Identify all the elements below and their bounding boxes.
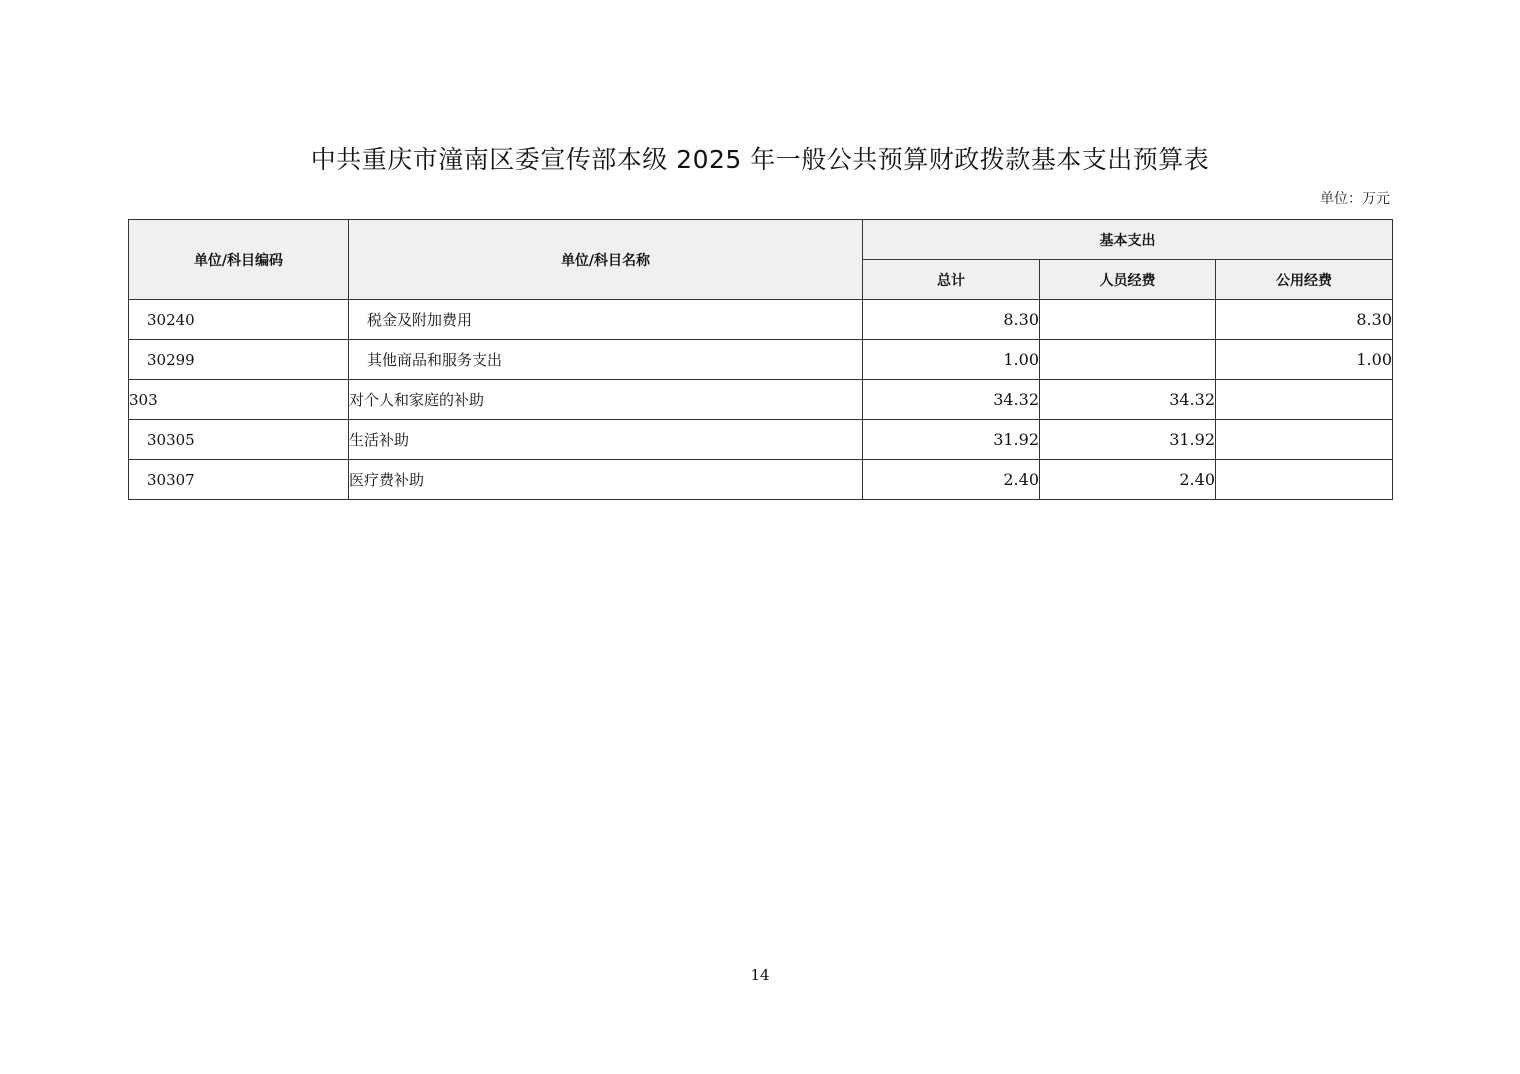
budget-table <box>128 219 1393 500</box>
page-number: 14 <box>750 966 770 984</box>
header-total: 总计 <box>863 260 1040 300</box>
row-personnel: 2.40 <box>1040 460 1216 500</box>
row-code: 30240 <box>129 300 349 340</box>
row-public: 1.00 <box>1216 340 1393 380</box>
row-public <box>1216 460 1393 500</box>
header-name: 单位/科目名称 <box>349 220 863 300</box>
row-name: 医疗费补助 <box>349 460 863 500</box>
header-personnel: 人员经费 <box>1040 260 1216 300</box>
row-total: 1.00 <box>863 340 1040 380</box>
table-header-row <box>129 220 1393 260</box>
table-row <box>129 380 1393 420</box>
table-row <box>129 420 1393 460</box>
header-public: 公用经费 <box>1216 260 1393 300</box>
row-code: 30299 <box>129 340 349 380</box>
table-row <box>129 340 1393 380</box>
header-basic-expenditure: 基本支出 <box>863 220 1393 260</box>
row-name: 税金及附加费用 <box>349 300 863 340</box>
row-personnel: 34.32 <box>1040 380 1216 420</box>
row-public <box>1216 380 1393 420</box>
header-code: 单位/科目编码 <box>129 220 349 300</box>
row-public <box>1216 420 1393 460</box>
unit-label: 单位：万元 <box>1320 191 1390 207</box>
row-code: 30307 <box>129 460 349 500</box>
row-name: 生活补助 <box>349 420 863 460</box>
row-personnel <box>1040 340 1216 380</box>
row-total: 8.30 <box>863 300 1040 340</box>
row-total: 34.32 <box>863 380 1040 420</box>
row-name: 对个人和家庭的补助 <box>349 380 863 420</box>
row-public: 8.30 <box>1216 300 1393 340</box>
row-code: 303 <box>129 380 349 420</box>
row-code: 30305 <box>129 420 349 460</box>
table-row <box>129 300 1393 340</box>
row-name: 其他商品和服务支出 <box>349 340 863 380</box>
row-personnel <box>1040 300 1216 340</box>
row-total: 31.92 <box>863 420 1040 460</box>
page-title: 中共重庆市潼南区委宣传部本级 2025 年一般公共预算财政拨款基本支出预算表 <box>310 145 1210 174</box>
table-row <box>129 460 1393 500</box>
row-total: 2.40 <box>863 460 1040 500</box>
row-personnel: 31.92 <box>1040 420 1216 460</box>
